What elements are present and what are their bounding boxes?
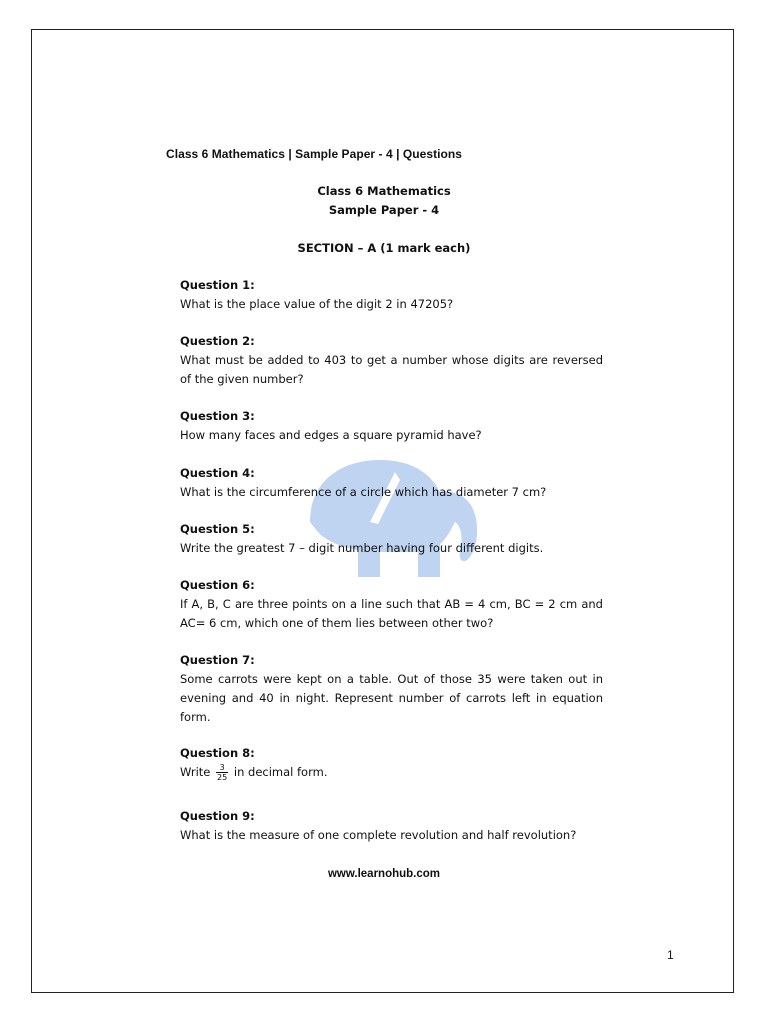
- fraction-numerator: 3: [216, 763, 228, 773]
- question-7: [180, 651, 603, 727]
- question-3: [180, 407, 603, 445]
- question-text: What must be added to 403 to get a number whose digits are reversed of the given number?: [180, 353, 603, 386]
- question-label: Question 7:: [180, 653, 255, 667]
- question-2: [180, 332, 603, 389]
- question-5: [180, 520, 603, 558]
- question-text-after: in decimal form.: [233, 765, 328, 779]
- question-label: Question 8:: [180, 746, 255, 760]
- question-text: If A, B, C are three points on a line such that AB = 4 cm, BC = 2 cm and AC= 6 cm, which one of them lies between other two?: [180, 597, 603, 630]
- paper-title: Class 6 Mathematics: [317, 184, 451, 198]
- paper-subtitle: Sample Paper - 4: [328, 203, 440, 217]
- page-number: 1: [667, 948, 674, 962]
- question-text: What is the place value of the digit 2 in 47205?: [180, 297, 454, 311]
- fraction-denominator: 25: [217, 773, 228, 782]
- question-6: [180, 576, 603, 633]
- question-label: Question 3:: [180, 409, 255, 423]
- question-label: Question 4:: [180, 466, 255, 480]
- question-8: [180, 744, 603, 782]
- section-title: SECTION – A (1 mark each): [297, 241, 471, 255]
- question-text: Some carrots were kept on a table. Out of those 35 were taken out in evening and 40 in night. Represent number of carrots left in equation form.: [180, 672, 603, 724]
- document-header: Class 6 Mathematics | Sample Paper - 4 | Questions: [166, 147, 462, 161]
- question-text: What is the circumference of a circle which has diameter 7 cm?: [180, 485, 547, 499]
- question-label: Question 9:: [180, 809, 255, 823]
- question-4: [180, 464, 603, 502]
- question-label: Question 1:: [180, 278, 255, 292]
- question-text-before: Write: [180, 765, 211, 779]
- question-label: Question 5:: [180, 522, 255, 536]
- question-text: How many faces and edges a square pyramid have?: [180, 428, 482, 442]
- fraction: [216, 763, 228, 782]
- footer-url: www.learnohub.com: [327, 868, 441, 880]
- question-label: Question 2:: [180, 334, 255, 348]
- question-1: [180, 276, 603, 314]
- question-text: What is the measure of one complete revolution and half revolution?: [180, 828, 577, 842]
- question-9: [180, 807, 603, 845]
- question-label: Question 6:: [180, 578, 255, 592]
- question-text: [180, 763, 603, 782]
- question-text: Write the greatest 7 – digit number having four different digits.: [180, 541, 544, 555]
